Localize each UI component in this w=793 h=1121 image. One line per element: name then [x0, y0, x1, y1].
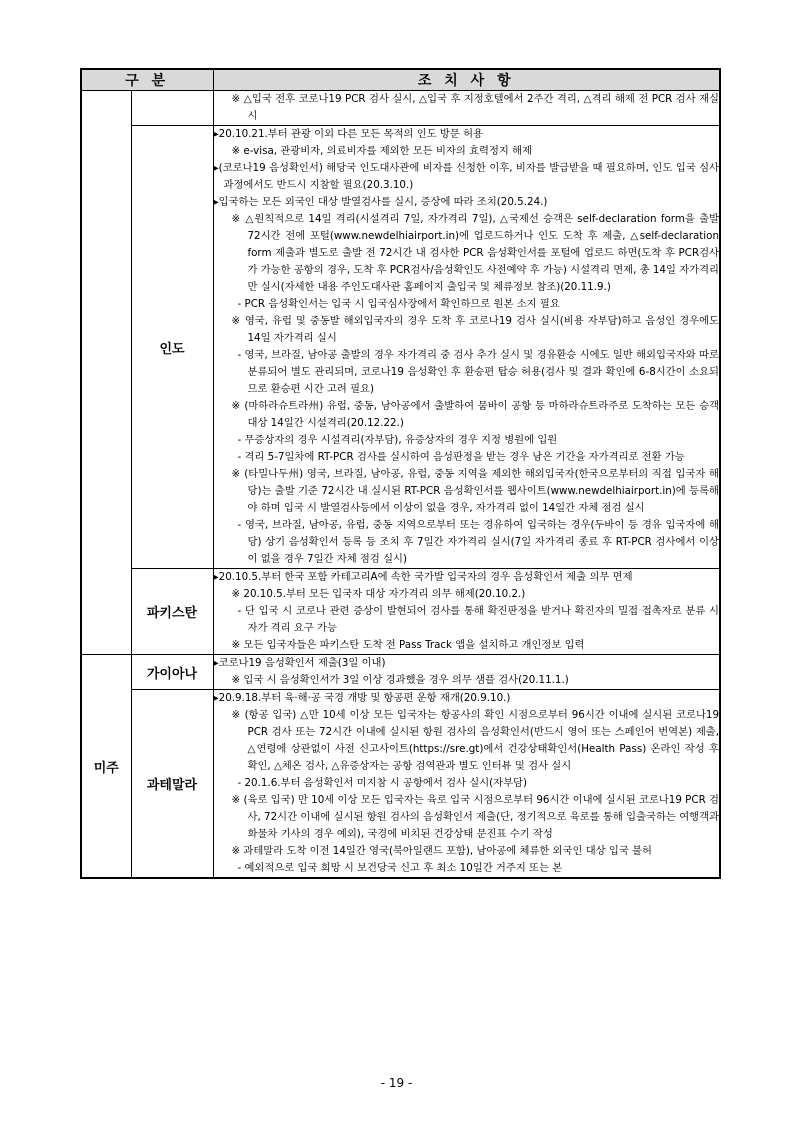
- india-line: - 격리 5-7일차에 RT-PCR 검사를 실시하여 음성판정을 받는 경우 남은 기간을 자가격리로 전환 가능: [237, 451, 685, 463]
- guatemala-line: ※ (육로 입국) 만 10세 이상 모든 입국자는 육로 입국 시점으로부터 96시간 이내에 실시된 코로나19 PCR 검사, 72시간 이내에 실시된 항원 검사의 음성확인서 제출(단, 정기적으로 육로를 통해 입출국하는 여행객과 화물차 기사의 경우 예외), 국경에 비치된 건강상태 문진표 수기 작성: [231, 794, 719, 840]
- guatemala-line: ▸20.9.18.부터 육·해·공 국경 개방 및 항공편 운항 재개(20.9.10.): [213, 692, 511, 704]
- prev-line: ※ △입국 전후 코로나19 PCR 검사 실시, △입국 후 지정호텔에서 2주간 격리, △격리 해제 전 PCR 검사 재실시: [231, 93, 719, 122]
- country-cell-guatemala: 과테말라: [131, 690, 213, 879]
- country-cell-india: 인도: [131, 126, 213, 569]
- country-cell-pakistan: 파키스탄: [131, 569, 213, 655]
- country-cell-guyana: 가이아나: [131, 655, 213, 690]
- measures-cell-guyana: [213, 655, 720, 690]
- measures-table: [80, 68, 721, 879]
- india-line: - PCR 음성확인서는 입국 시 입국심사장에서 확인하므로 원본 소지 필요: [237, 298, 560, 310]
- india-line: ※ e-visa, 관광비자, 의료비자를 제외한 모든 비자의 효력정지 해제: [231, 145, 533, 157]
- india-line: ▸(코로나19 음성확인서) 해당국 인도대사관에 비자를 신청한 이후, 비자를 발급받을 때 필요하며, 인도 입국 심사과정에서도 반드시 지참할 필요(20.3.10.): [213, 162, 719, 191]
- guyana-line: ▸코로나19 음성확인서 제출(3일 이내): [213, 657, 386, 669]
- india-line: ▸20.10.21.부터 관광 이외 다른 모든 목적의 인도 방문 허용: [213, 128, 483, 140]
- india-line: - 영국, 브라질, 남아공, 유럽, 중동 지역으로부터 또는 경유하여 입국하는 경우(두바이 등 경유 입국자에 해당) 상기 음성확인서 등록 등 조치 후 7일간 자가격리 실시(7일 자가격리 종료 후 RT-PCR 검사에서 이상이 없을 경우 7일간 자체 점검 실시): [237, 519, 719, 565]
- guatemala-line: ※ 과테말라 도착 이전 14일간 영국(북아일랜드 포함), 남아공에 체류한 외국인 대상 입국 불허: [231, 845, 652, 857]
- measures-cell-pakistan: [213, 569, 720, 655]
- india-line: - 영국, 브라질, 남아공 출발의 경우 자가격리 중 검사 추가 실시 및 경유환승 시에도 일반 해외입국자와 따로 분류되어 별도 관리되며, 코로나19 음성확인 후 환승편 탑승 허용(검사 및 결과 확인에 6-8시간이 소요되므로 환승편 시간 고려 필요): [237, 349, 719, 395]
- india-line: ※ △원칙적으로 14일 격리(시설격리 7일, 자가격리 7일), △국제선 승객은 self-declaration form을 출발 72시간 전에 포털(www.newdelhiairport.in)에 업로드하거나 인도 도착 후 제출, △self-declaration form 제출과 별도로 출발 전 72시간 내 검사한 PCR 음성확인서를 포털에 업로드 하면(도착 후 PCR검사가 가능한 공항의 경우, 도착 후 PCR검사/음성확인도 사전예약 후 가능) 시설격리 면제, 총 14일 자가격리만 실시(자세한 내용 주인도대사관 홈페이지 출입국 및 체류정보 참조)(20.11.9.): [231, 213, 719, 293]
- india-line: - 무증상자의 경우 시설격리(자부담), 유증상자의 경우 지정 병원에 입원: [237, 434, 558, 446]
- header-category: 구 분: [81, 69, 213, 91]
- pakistan-line: ※ 20.10.5.부터 모든 입국자 대상 자가격리 의무 해제(20.10.2.): [231, 588, 526, 600]
- measures-cell-india: [213, 126, 720, 569]
- country-cell-prev: [131, 91, 213, 126]
- measures-cell-guatemala: [213, 690, 720, 879]
- india-line: ※ (마하라슈트라州) 유럽, 중동, 남아공에서 출발하여 뭄바이 공항 등 마하라슈트라주로 도착하는 모든 승객 대상 14일간 시설격리(20.12.22.): [231, 400, 719, 429]
- header-measures: 조 치 사 항: [213, 69, 720, 91]
- guyana-line: ※ 입국 시 음성확인서가 3일 이상 경과했을 경우 의무 샘플 검사(20.11.1.): [231, 674, 569, 686]
- india-line: ※ (타밀나두州) 영국, 브라질, 남아공, 유럽, 중동 지역을 제외한 해외입국자(한국으로부터의 직접 입국자 해당)는 출발 기준 72시간 내 실시된 RT-PCR 음성확인서를 웹사이트(www.newdelhiairport.in)에 등록해야 하며 입국 시 발열검사등에서 이상이 없을 경우, 자가격리 없이 14일간 자체 점검 실시: [231, 468, 719, 514]
- guatemala-line: - 20.1.6.부터 음성확인서 미지참 시 공항에서 검사 실시(자부담): [237, 777, 528, 789]
- pakistan-line: - 단 입국 시 코로나 관련 증상이 발현되어 검사를 통해 확진판정을 받거나 확진자의 밀접 접촉자로 분류 시 자가 격리 요구 가능: [237, 605, 719, 634]
- region-cell-americas: 미주: [81, 655, 131, 879]
- guatemala-line: - 예외적으로 입국 희망 시 보건당국 신고 후 최소 10일간 거주지 또는 본: [237, 862, 563, 874]
- india-line: ※ 영국, 유럽 및 중동발 해외입국자의 경우 도착 후 코로나19 검사 실시(비용 자부담)하고 음성인 경우에도 14일 자가격리 실시: [231, 315, 719, 344]
- page-number: - 19 -: [380, 1076, 413, 1090]
- pakistan-line: ▸20.10.5.부터 한국 포함 카테고리A에 속한 국가발 입국자의 경우 음성확인서 제출 의무 면제: [213, 571, 633, 583]
- guatemala-line: ※ (항공 입국) △만 10세 이상 모든 입국자는 항공사의 확인 시점으로부터 96시간 이내에 실시된 코로나19 PCR 검사 또는 72시간 이내에 실시된 항원 검사의 음성확인서(반드시 영어 또는 스페인어 번역본) 제출, △연령에 상관없이 사전 신고사이트(https://sre.gt)에서 건강상태확인서(Health Pass) 온라인 작성 후 확인, △체온 검사, △유증상자는 공항 검역관과 별도 인터뷰 및 검사 실시: [231, 709, 719, 772]
- india-line: ▸입국하는 모든 외국인 대상 발열검사를 실시, 증상에 따라 조치(20.5.24.): [213, 196, 548, 208]
- pakistan-line: ※ 모든 입국자들은 파키스탄 도착 전 Pass Track 앱을 설치하고 개인정보 입력: [231, 639, 585, 651]
- region-cell-continued: [81, 91, 131, 655]
- measures-cell-prev: [213, 91, 720, 126]
